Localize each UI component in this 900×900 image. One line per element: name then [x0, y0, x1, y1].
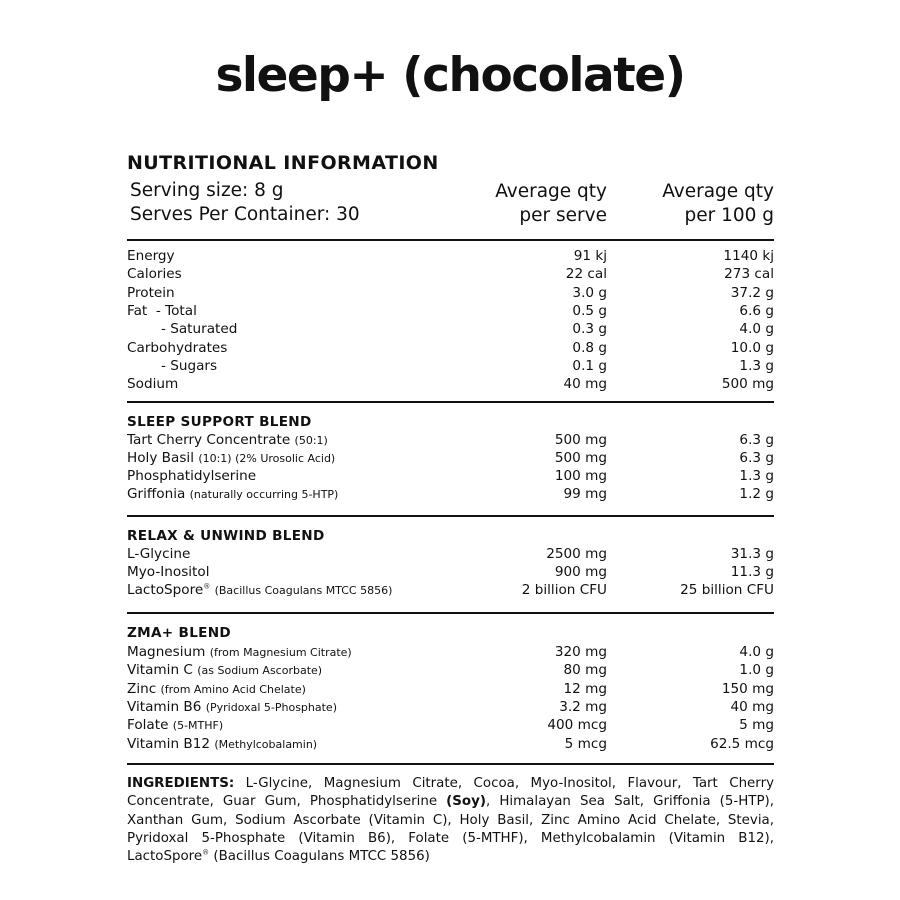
ingredient-name: Tart Cherry Concentrate	[127, 432, 291, 448]
divider	[127, 401, 774, 403]
relax-blend-row	[127, 545, 774, 563]
row-label: Carbohydrates	[127, 340, 228, 356]
nutrition-row	[127, 375, 774, 393]
sleep-blend-row	[127, 485, 774, 503]
zma-blend-row	[127, 698, 774, 716]
row-per-serve: 80 mg	[563, 662, 607, 678]
row-per-100g: 1.0 g	[739, 662, 774, 678]
nutrition-row	[127, 320, 774, 338]
row-label	[127, 735, 317, 754]
serving-size: Serving size: 8 g	[130, 180, 284, 201]
ingredient-name: Holy Basil	[127, 450, 194, 466]
relax-blend-row	[127, 581, 774, 599]
ingredient-note: (Methylcobalamin)	[214, 738, 318, 751]
row-per-100g: 1.3 g	[739, 468, 774, 484]
ingredients-label: INGREDIENTS:	[127, 776, 235, 791]
ingredient-name: Vitamin C	[127, 662, 193, 678]
row-per-serve: 40 mg	[563, 376, 607, 392]
zma-blend-row	[127, 661, 774, 679]
row-per-serve: 99 mg	[563, 486, 607, 502]
row-per-serve: 320 mg	[554, 644, 607, 660]
row-per-100g: 11.3 g	[730, 564, 774, 580]
ingredient-note: (from Magnesium Citrate)	[209, 646, 352, 659]
row-per-100g: 1.2 g	[739, 486, 774, 502]
row-per-serve: 900 mg	[554, 564, 607, 580]
row-label: Fat - Total	[127, 303, 197, 319]
row-label: Calories	[127, 266, 182, 282]
ingredient-name: Vitamin B6	[127, 699, 202, 715]
column-header-per-serve-line1: Average qty	[495, 181, 607, 202]
ingredient-name: Folate	[127, 717, 169, 733]
row-label	[127, 563, 209, 581]
nutrition-row	[127, 339, 774, 357]
zma-blend-row	[127, 643, 774, 661]
row-per-100g: 25 billion CFU	[680, 582, 774, 598]
row-label: - Sugars	[161, 358, 218, 374]
row-per-serve: 2500 mg	[546, 546, 607, 562]
zma-blend-row	[127, 716, 774, 734]
ingredient-note: (from Amino Acid Chelate)	[160, 683, 306, 696]
row-per-100g: 10.0 g	[730, 340, 774, 356]
zma-blend-title: ZMA+ BLEND	[127, 625, 231, 641]
row-per-serve: 12 mg	[563, 681, 607, 697]
row-label	[127, 545, 190, 563]
relax-blend-row	[127, 563, 774, 581]
allergen-soy: (Soy)	[446, 794, 486, 810]
row-per-serve: 91 kj	[573, 248, 607, 264]
row-per-100g: 31.3 g	[730, 546, 774, 562]
ingredient-name: Zinc	[127, 681, 157, 697]
row-per-serve: 100 mg	[554, 468, 607, 484]
row-per-100g: 6.3 g	[739, 432, 774, 448]
ingredient-name: LactoSpore	[127, 582, 204, 598]
row-per-100g: 6.6 g	[739, 303, 774, 319]
row-label	[127, 467, 256, 485]
row-label	[127, 680, 306, 699]
row-per-serve: 2 billion CFU	[521, 582, 607, 598]
row-label: Protein	[127, 285, 175, 301]
divider	[127, 239, 774, 241]
row-label	[127, 643, 352, 662]
row-label	[127, 581, 392, 600]
ingredient-note: (50:1)	[294, 434, 328, 447]
relax-blend-title: RELAX & UNWIND BLEND	[127, 528, 325, 544]
sleep-blend-row	[127, 449, 774, 467]
row-per-100g: 1140 kj	[723, 248, 774, 264]
serves-per-container: Serves Per Container: 30	[130, 204, 360, 225]
ingredients-text: L-Glycine, Magnesium Citrate, Cocoa, Myo-Inositol, Flavour, Tart Cherry Concentrate, Guar Gum, Phosphatidylserine	[127, 776, 774, 810]
ingredient-note: (Bacillus Coagulans MTCC 5856)	[214, 584, 393, 597]
column-header-per-100g	[662, 180, 774, 228]
column-header-per-100g-line2: per 100 g	[684, 205, 774, 226]
ingredient-note: (Pyridoxal 5-Phosphate)	[205, 701, 337, 714]
row-per-serve: 0.1 g	[572, 358, 607, 374]
zma-blend-row	[127, 680, 774, 698]
ingredient-name: Magnesium	[127, 644, 206, 660]
row-per-serve: 3.2 mg	[559, 699, 607, 715]
row-label	[127, 485, 338, 504]
row-per-serve: 0.5 g	[572, 303, 607, 319]
row-label	[127, 661, 322, 680]
row-per-100g: 4.0 g	[739, 321, 774, 337]
nutrition-row	[127, 247, 774, 265]
nutrition-row	[127, 357, 774, 375]
zma-blend-row	[127, 735, 774, 753]
row-per-serve: 0.3 g	[572, 321, 607, 337]
ingredient-name: Myo-Inositol	[127, 564, 210, 580]
row-per-100g: 5 mg	[739, 717, 774, 733]
ingredients-list	[127, 775, 774, 866]
sleep-blend-row	[127, 431, 774, 449]
ingredient-note: (5-MTHF)	[172, 719, 224, 732]
row-per-serve: 500 mg	[554, 450, 607, 466]
row-label	[127, 449, 335, 468]
ingredient-name: Griffonia	[127, 486, 186, 502]
column-header-per-100g-line1: Average qty	[662, 181, 774, 202]
column-header-per-serve-line2: per serve	[519, 205, 607, 226]
row-per-serve: 500 mg	[554, 432, 607, 448]
column-header-per-serve	[495, 180, 607, 228]
sleep-blend-title: SLEEP SUPPORT BLEND	[127, 414, 312, 430]
ingredients-text: , Himalayan Sea Salt, Griffonia (5-HTP), Xanthan Gum, Sodium Ascorbate (Vitamin C), Holy Basil, Zinc Amino Acid Chelate, Stevia, Pyridoxal 5-Phosphate (Vitamin B6), Folate (5-MTHF), Methylcobalamin (Vitamin B12), LactoSpore	[127, 794, 775, 865]
registered-mark: ®	[202, 848, 210, 857]
row-label: Sodium	[127, 376, 179, 392]
row-per-serve: 0.8 g	[572, 340, 607, 356]
row-label	[127, 698, 337, 717]
nutrition-heading: NUTRITIONAL INFORMATION	[127, 152, 439, 174]
ingredient-name: L-Glycine	[127, 546, 191, 562]
sleep-blend-row	[127, 467, 774, 485]
row-per-100g: 62.5 mcg	[710, 736, 774, 752]
row-per-100g: 1.3 g	[739, 358, 774, 374]
row-label	[127, 716, 223, 735]
row-per-serve: 5 mcg	[564, 736, 607, 752]
row-label: - Saturated	[161, 321, 238, 337]
product-title: sleep+ (chocolate)	[215, 48, 685, 103]
ingredients-text: (Bacillus Coagulans MTCC 5856)	[209, 849, 430, 865]
divider	[127, 612, 774, 614]
row-per-100g: 500 mg	[721, 376, 774, 392]
nutrition-row	[127, 302, 774, 320]
ingredient-note: (as Sodium Ascorbate)	[197, 664, 323, 677]
divider	[127, 515, 774, 517]
row-per-100g: 6.3 g	[739, 450, 774, 466]
row-label: Energy	[127, 248, 175, 264]
ingredient-note: (10:1) (2% Urosolic Acid)	[198, 452, 336, 465]
row-label	[127, 431, 328, 450]
nutrition-row	[127, 284, 774, 302]
row-per-serve: 22 cal	[565, 266, 607, 282]
row-per-100g: 40 mg	[730, 699, 774, 715]
divider	[127, 763, 774, 765]
row-per-serve: 3.0 g	[572, 285, 607, 301]
row-per-serve: 400 mcg	[547, 717, 607, 733]
nutrition-row	[127, 265, 774, 283]
row-per-100g: 4.0 g	[739, 644, 774, 660]
row-per-100g: 150 mg	[721, 681, 774, 697]
ingredient-note: (naturally occurring 5-HTP)	[189, 488, 339, 501]
registered-mark: ®	[203, 582, 211, 591]
ingredient-name: Vitamin B12	[127, 736, 211, 752]
row-per-100g: 273 cal	[724, 266, 774, 282]
row-per-100g: 37.2 g	[730, 285, 774, 301]
ingredient-name: Phosphatidylserine	[127, 468, 257, 484]
